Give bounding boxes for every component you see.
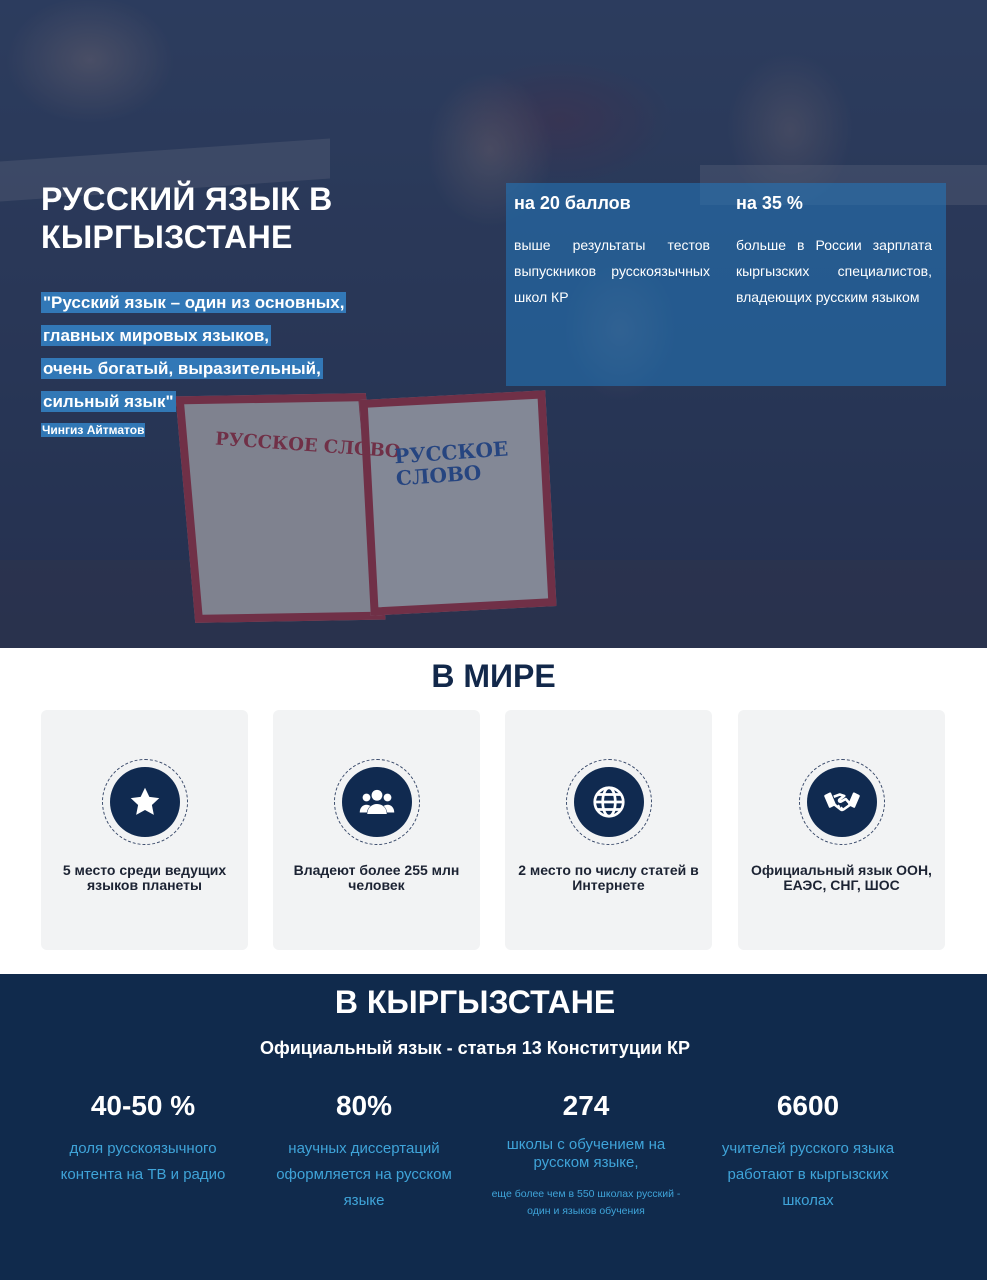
icon-ring (334, 759, 420, 845)
book-word-left: РУССКОЕ СЛОВО (214, 428, 402, 463)
kg-stat-number: 40-50 % (90, 1090, 196, 1121)
quote-line: сильный язык" (43, 392, 174, 411)
kg-stat (486, 1090, 686, 1220)
world-card-text: Владеют более 255 млн человек (293, 862, 460, 893)
kg-stat-desc: научных диссертаций оформляется на русском языке (276, 1140, 452, 1209)
quote-line: очень богатый, выразительный, (43, 359, 321, 378)
kg-stat-number: 80% (335, 1090, 393, 1121)
world-card (738, 710, 945, 950)
quote-line: главных мировых языков, (43, 326, 269, 345)
kg-stat-number: 6600 (776, 1090, 840, 1121)
icon-ring (102, 759, 188, 845)
section-subtitle: Официальный язык - статья 13 Конституции КР (259, 1038, 691, 1058)
kg-stat (264, 1090, 464, 1214)
kg-stat-number: 274 (562, 1090, 610, 1121)
world-card-text: Официальный язык ООН, ЕАЭС, СНГ, ШОС (751, 862, 932, 893)
quote (41, 286, 371, 418)
title-line: РУССКИЙ ЯЗЫК В (41, 181, 333, 217)
icon-ring (566, 759, 652, 845)
star-icon (110, 767, 180, 837)
quote-line: "Русский язык – один из основных, (43, 293, 345, 312)
section-title: В МИРЕ (431, 658, 556, 694)
world-card (41, 710, 248, 950)
kyrgyzstan-section (0, 974, 987, 1280)
world-card-text: 5 место среди ведущих языков планеты (62, 862, 227, 893)
kg-stat-desc: доля русскоязычного контента на ТВ и радио (60, 1140, 226, 1183)
world-card-text: 2 место по числу статей в Интернете (518, 862, 699, 893)
hero-stats-panel (506, 183, 946, 386)
quote-author (41, 423, 145, 437)
icon-ring (799, 759, 885, 845)
users-icon (342, 767, 412, 837)
kg-stat-desc: учителей русского языка работают в кыргызских школах (721, 1140, 895, 1209)
kg-stat-note: еще более чем в 550 школах русский - один и языков обучения (491, 1188, 681, 1217)
title-line: КЫРГЫЗСТАНЕ (41, 219, 293, 255)
page-title (41, 180, 333, 256)
world-section (0, 648, 987, 974)
world-card (273, 710, 480, 950)
quote-author-text: Чингиз Айтматов (42, 423, 145, 437)
globe-icon (574, 767, 644, 837)
hero-stat-text: выше результаты тестов выпускников русскоязычных школ КР (514, 237, 710, 305)
handshake-icon (807, 767, 877, 837)
section-title: В КЫРГЫЗСТАНЕ (334, 984, 616, 1020)
book-word-right: РУССКОЕ СЛОВО (393, 436, 509, 491)
kg-stat (708, 1090, 908, 1214)
world-card (505, 710, 712, 950)
hero-stat-value: на 35 % (736, 193, 803, 213)
kg-stat (43, 1090, 243, 1188)
hero-stat-text: больше в России зарплата кыргызских специалистов, владеющих русским языком (736, 237, 932, 305)
kg-stat-desc: школы с обучением на русском языке, (506, 1136, 666, 1171)
hero-stat-value: на 20 баллов (514, 193, 631, 213)
